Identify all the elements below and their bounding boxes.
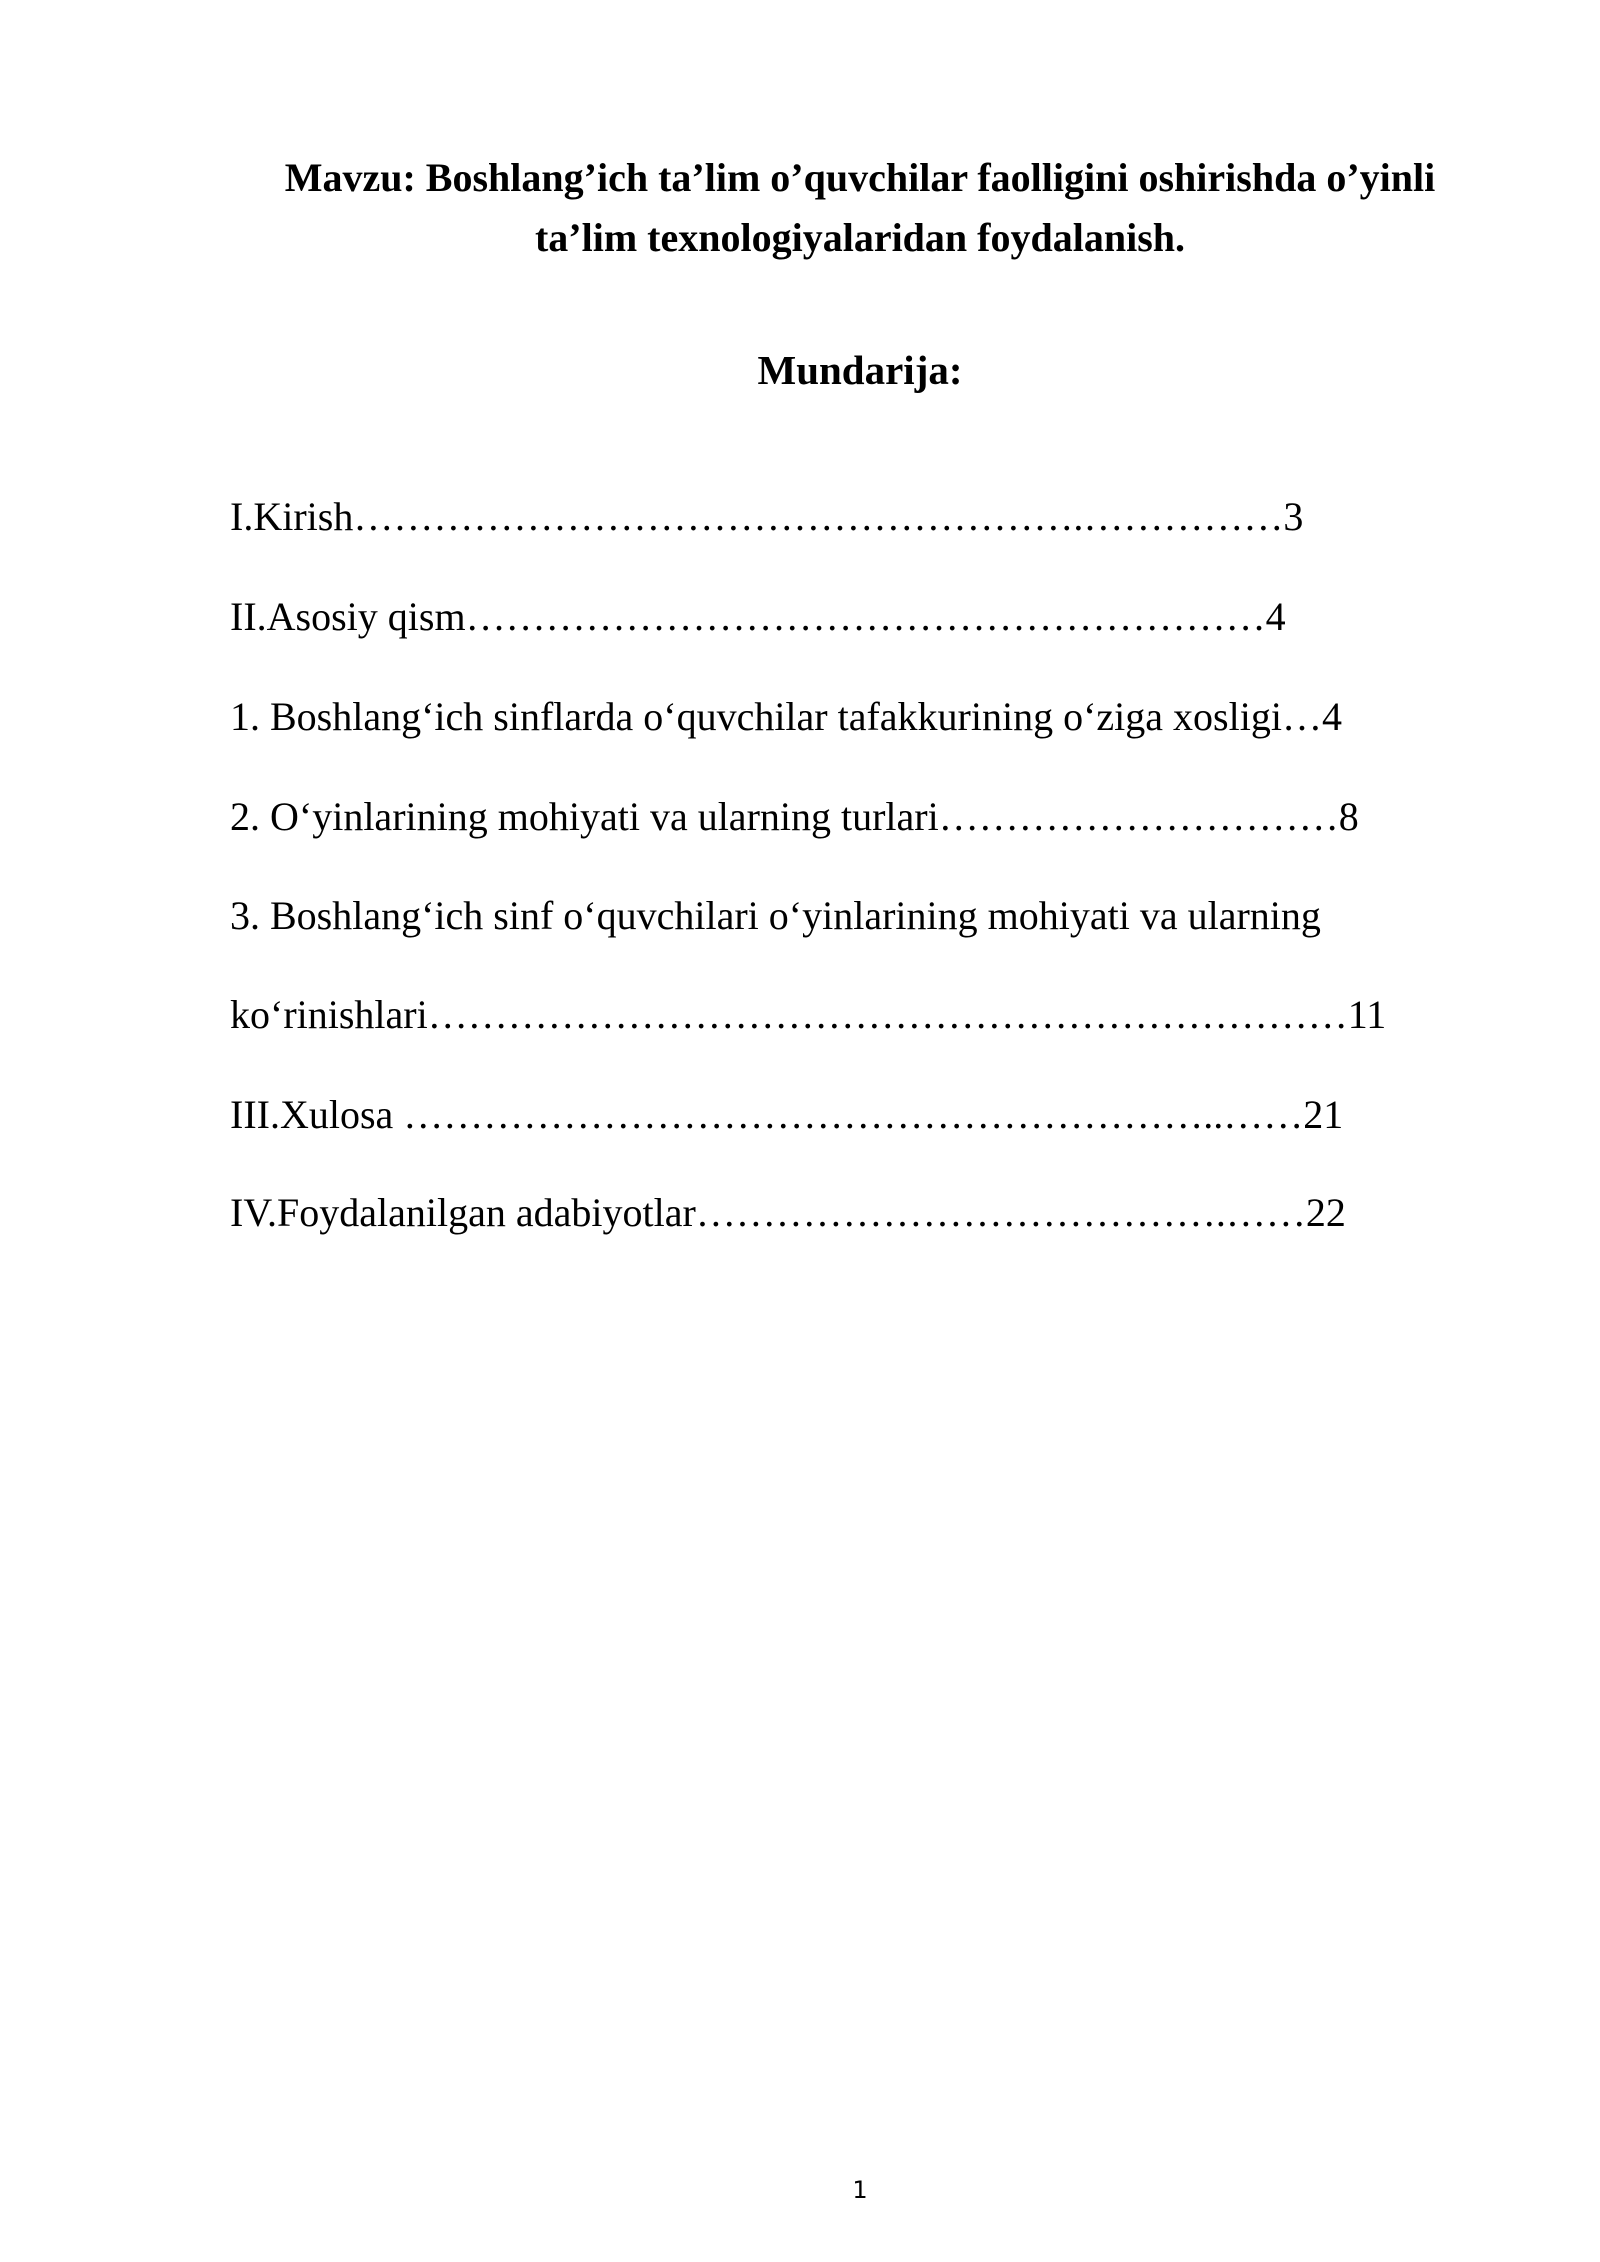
toc-entry-kirish: I.Kirish……………………………………………….……………3 <box>230 494 1304 539</box>
toc-entry-section-3: 3. Boshlang‘ich sinf o‘quvchilari o‘yinlarining mohiyati va ularning <box>230 893 1321 938</box>
title-line-2: ta’lim texnologiyalaridan foydalanish. <box>534 215 1186 260</box>
title-line-1: Mavzu: Boshlang’ich ta’lim o’quvchilar faolligini oshirishda o’yinli <box>284 155 1436 200</box>
toc-entry-adabiyotlar: IV.Foydalanilgan adabiyotlar………………………………….……22 <box>230 1190 1346 1235</box>
toc-entry-section-3-continued: ko‘rinishlari……………………………………………………………11 <box>230 992 1387 1037</box>
toc-entry-asosiy-qism: II.Asosiy qism……………………………………………………4 <box>230 594 1286 639</box>
contents-heading: Mundarija: <box>757 347 963 393</box>
toc-entry-section-2: 2. O‘yinlarining mohiyati va ularning turlari…………………………8 <box>230 794 1359 839</box>
toc-entry-xulosa: III.Xulosa ……………………………………………………..……21 <box>230 1092 1344 1137</box>
document-title <box>180 148 1540 268</box>
toc-entry-section-1: 1. Boshlang‘ich sinflarda o‘quvchilar tafakkurining o‘ziga xosligi…4 <box>230 694 1342 739</box>
page-number: 1 <box>852 2176 868 2204</box>
